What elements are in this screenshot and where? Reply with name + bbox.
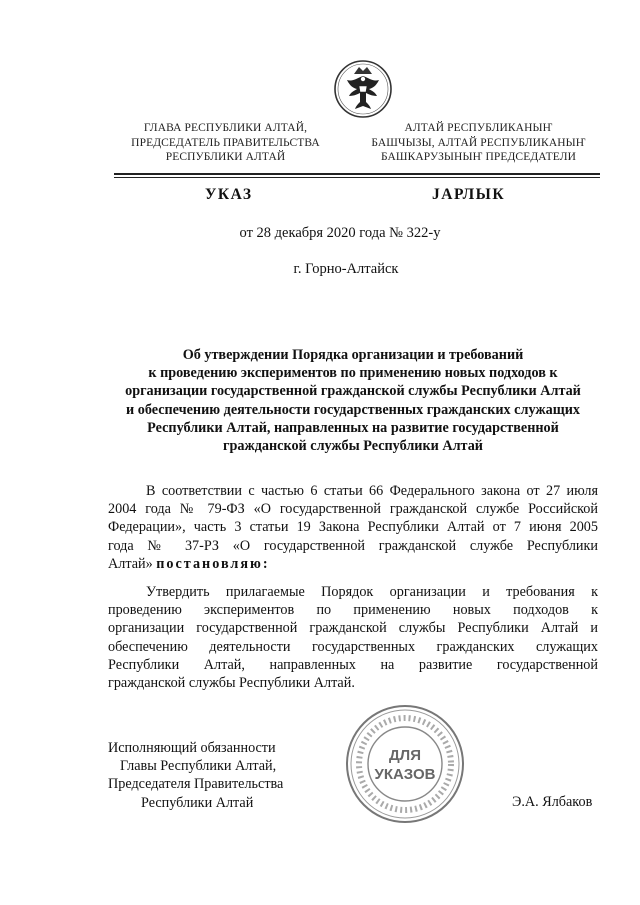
dlya-ukazov-stamp [344,703,466,825]
header-right-line: БАШЧЫЗЫ, АЛТАЙ РЕСПУБЛИКАНЫҤ [371,136,586,149]
body-line: обеспечению деятельности государственных гражданских служащих [108,638,598,655]
header-left-line: РЕСПУБЛИКИ АЛТАЙ [165,151,286,163]
header-left [118,121,333,165]
header-left-line: ГЛАВА РЕСПУБЛИКИ АЛТАЙ, [143,122,308,134]
city: г. Горно-Алтайск [293,261,399,277]
title-line: Республики Алтай, направленных на развитие государственной [147,419,559,436]
signature-position-line: Исполняющий обязанности [108,740,276,756]
header-right-line: АЛТАЙ РЕСПУБЛИКАНЫҤ [404,122,553,134]
header-left-line: ПРЕДСЕДАТЕЛЬ ПРАВИТЕЛЬСТВА [131,136,320,149]
preamble-line: В соответствии с частью 6 статьи 66 Федерального закона от 27 июля [146,483,598,499]
doc-type-ru: УКАЗ [205,186,253,203]
title-line: и обеспечению деятельности государственных гражданских служащих [126,401,580,418]
preamble-line: 2004 года № 79-ФЗ «О государственной гражданской службе Российской [108,501,598,518]
stamp-text-line: УКАЗОВ [374,766,436,783]
header-right-line: БАШКАРУЗЫНЫҤ ПРЕДСЕДАТЕЛИ [380,151,577,163]
document-title [108,346,598,455]
title-line: Об утверждении Порядка организации и требований [182,347,524,363]
signature-position-line: Республики Алтай [141,794,254,811]
header-divider-thick [114,173,600,175]
signature-block [108,739,283,812]
body-line: Утвердить прилагаемые Порядок организации и требования к [146,584,598,600]
body-line: Республики Алтай, направленных на развитие государственной [108,656,598,673]
preamble-line: года № 37-РЗ «О государственной гражданской службе Республики [108,537,598,554]
decree-word: постановляю: [156,555,270,572]
title-line: к проведению экспериментов по применению новых подходов к [148,365,558,382]
doc-type-alt: ЈАРЛЫК [432,186,506,203]
title-line: гражданской службы Республики Алтай [223,438,483,455]
signature-position-line: Председателя Правительства [108,776,284,793]
preamble-last-line [108,555,598,573]
date-line: от 28 декабря 2020 года № 322-у [239,225,441,241]
signature-position-line: Главы Республики Алтай, [120,758,277,775]
stamp-text-line: ДЛЯ [389,747,421,764]
preamble-last-prefix: Алтай» [108,555,157,572]
preamble-line: Федерации», часть 3 статьи 19 Закона Республики Алтай от 7 июня 2005 [108,519,598,536]
header-divider-thin [114,177,600,178]
signer-name: Э.А. Ялбаков [512,794,593,810]
altai-coat-of-arms-icon [333,58,393,120]
body-line: гражданской службы Республики Алтай. [108,675,355,692]
body-paragraph [108,583,598,692]
preamble-paragraph [108,482,598,573]
body-line: организации государственной гражданской службы Республики Алтай и [108,620,598,637]
header-right [366,121,591,165]
body-line: проведению экспериментов по применению новых подходов к [108,602,598,619]
title-line: организации государственной гражданской службы Республики Алтай [125,383,581,400]
